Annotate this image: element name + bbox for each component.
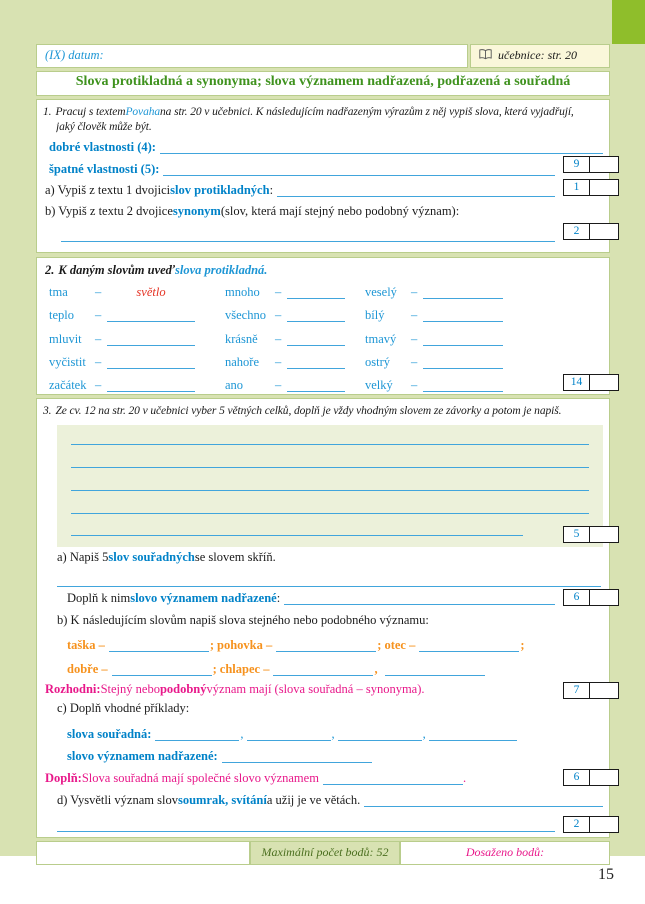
ex2-word: vyčistit [49, 355, 86, 369]
points-value: 2 [564, 817, 590, 832]
ex3-a2-post: : [276, 591, 281, 605]
ex1-number: 1. [43, 106, 52, 118]
write-line[interactable] [57, 819, 555, 832]
points-box [563, 526, 619, 543]
write-line[interactable] [71, 444, 589, 445]
ex2-intro-pre: K daným slovům uveď [58, 263, 176, 277]
write-line[interactable] [385, 663, 485, 676]
points-entry-cell[interactable] [590, 224, 618, 239]
write-line[interactable] [160, 141, 603, 154]
write-line[interactable] [287, 379, 345, 392]
write-line[interactable] [429, 728, 517, 741]
write-line[interactable] [323, 772, 463, 785]
dash: – [411, 332, 418, 346]
points-entry-cell[interactable] [590, 817, 618, 832]
ex2-intro-highlight: slova protikladná. [175, 263, 268, 277]
separator: , [240, 727, 244, 741]
ex3-b-label: b) K následujícím slovům napiš slova stejného nebo podobného významu: [57, 613, 429, 627]
ex3-a-post: se slovem skříň. [194, 550, 276, 564]
ex3-rozhodni-bold: podobný [159, 682, 207, 696]
ex3-b-word: pohovka – [217, 638, 273, 652]
ex3-dopln-text: Slova souřadná mají společné slovo významem [81, 771, 319, 785]
write-line[interactable] [287, 309, 345, 322]
ex2-word: nahoře [225, 355, 260, 369]
write-line[interactable] [423, 286, 503, 299]
write-line[interactable] [423, 309, 503, 322]
points-value: 6 [564, 590, 590, 605]
write-line[interactable] [287, 333, 345, 346]
points-entry-cell[interactable] [590, 770, 618, 785]
points-entry-cell[interactable] [590, 157, 618, 172]
reached-points-label[interactable]: Dosaženo bodů: [465, 845, 545, 859]
exercise-2-box [36, 257, 610, 395]
max-points-label: Maximální počet bodů: 52 [261, 845, 389, 859]
ex1-intro-post: na str. 20 v učebnici. K následujícím nadřazeným výrazům z něj vypiš slova, která vyjadřují, [160, 106, 574, 118]
textbook-label: učebnice: str. 20 [498, 48, 577, 62]
write-line[interactable] [71, 490, 589, 491]
ex3-number: 3. [43, 405, 52, 417]
ex3-rozhodni-label: Rozhodni: [45, 682, 101, 696]
dash: – [275, 378, 282, 392]
ex1-good-label: dobré vlastnosti (4): [49, 140, 156, 154]
ex3-rozhodni-text1: Stejný nebo [100, 682, 160, 696]
dash: – [95, 378, 102, 392]
points-entry-cell[interactable] [590, 683, 618, 698]
points-box [563, 816, 619, 833]
ex3-d-highlight: soumrak, svítání [177, 793, 267, 807]
separator: , [422, 727, 426, 741]
ex2-example-answer: světlo [136, 285, 166, 299]
points-entry-cell[interactable] [590, 590, 618, 605]
ex3-a2-pre: Doplň k nim [67, 591, 131, 605]
ex3-a2-highlight: slovo významem nadřazené [130, 591, 277, 605]
points-value: 1 [564, 180, 590, 195]
points-value: 9 [564, 157, 590, 172]
ex2-word: mluvit [49, 332, 82, 346]
dash: – [411, 285, 418, 299]
separator: , [374, 662, 378, 676]
write-line[interactable] [284, 592, 555, 605]
title-bar [36, 71, 610, 96]
ex1-b-post: (slov, která mají stejný nebo podobný význam): [220, 204, 460, 218]
write-line[interactable] [107, 309, 195, 322]
write-line[interactable] [71, 513, 589, 514]
points-box [563, 589, 619, 606]
write-line[interactable] [222, 750, 372, 763]
write-line[interactable] [71, 535, 523, 536]
write-line[interactable] [247, 728, 331, 741]
exercise-1-box [36, 99, 610, 253]
ex3-c1-label: slova souřadná: [67, 727, 152, 741]
points-value: 6 [564, 770, 590, 785]
ex1-b-highlight: synonym [172, 204, 221, 218]
write-line[interactable] [287, 356, 345, 369]
separator: ; [520, 638, 525, 652]
ex3-a-pre: a) Napiš 5 [57, 550, 109, 564]
points-value: 7 [564, 683, 590, 698]
ex3-b-word: dobře – [67, 662, 108, 676]
corner-accent [612, 0, 645, 44]
date-label[interactable]: (IX) datum: [45, 48, 104, 62]
write-line[interactable] [107, 333, 195, 346]
write-line[interactable] [163, 163, 555, 176]
ex2-word: tmavý [365, 332, 397, 346]
dash: – [275, 285, 282, 299]
open-book-icon [479, 49, 492, 63]
points-value: 2 [564, 224, 590, 239]
ex2-word: všechno [225, 308, 266, 322]
points-entry-cell[interactable] [590, 527, 618, 542]
points-box [563, 769, 619, 786]
dash: – [95, 308, 102, 322]
write-line[interactable] [109, 639, 209, 652]
ex1-a-highlight: slov protikladných [170, 183, 270, 197]
ex3-dopln-label: Doplň: [45, 771, 82, 785]
ex3-intro: Ze cv. 12 na str. 20 v učebnici vyber 5 větných celků, doplň je vždy vhodným slovem ze závorky a potom je napiš. [55, 405, 562, 417]
ex2-word: veselý [365, 285, 397, 299]
ex2-word: ano [225, 378, 244, 392]
dash: – [275, 308, 282, 322]
ex3-d-post: a užij je ve větách. [266, 793, 361, 807]
write-line[interactable] [338, 728, 422, 741]
dash: – [95, 285, 102, 299]
ex2-word: krásně [225, 332, 258, 346]
separator: , [331, 727, 335, 741]
footer-reached-points-box [400, 841, 610, 865]
ex3-rozhodni-text2: význam mají (slova souřadná – synonyma). [206, 682, 425, 696]
ex1-bad-label: špatné vlastnosti (5): [49, 162, 160, 176]
write-line[interactable] [423, 356, 503, 369]
write-line[interactable] [112, 663, 212, 676]
points-value: 5 [564, 527, 590, 542]
points-box [563, 223, 619, 240]
ex2-word: bílý [365, 308, 385, 322]
exercise-3-box [36, 398, 610, 838]
write-line[interactable] [107, 356, 195, 369]
footer-empty-box[interactable] [36, 841, 250, 865]
ex2-word: ostrý [365, 355, 390, 369]
points-entry-cell[interactable] [590, 180, 618, 195]
ex3-b-word: otec – [384, 638, 416, 652]
answer-area [57, 425, 603, 547]
ex3-c2-label: slovo významem nadřazené: [67, 749, 218, 763]
ex2-word: teplo [49, 308, 74, 322]
points-box [563, 374, 619, 391]
write-line[interactable] [419, 639, 519, 652]
ex1-b-pre: b) Vypiš z textu 2 dvojice [45, 204, 173, 218]
write-line[interactable] [71, 467, 589, 468]
ex2-number: 2. [45, 263, 55, 277]
write-line[interactable] [287, 286, 345, 299]
dash: – [95, 332, 102, 346]
points-box [563, 682, 619, 699]
page-title: Slova protikladná a synonyma; slova významem nadřazená, podřazená a souřadná [75, 74, 571, 89]
write-line[interactable] [273, 663, 373, 676]
footer-max-points-box [250, 841, 400, 865]
points-box [563, 179, 619, 196]
ex2-word: velký [365, 378, 393, 392]
ex3-dopln-end: . [462, 771, 467, 785]
ex3-b-word: taška – [67, 638, 105, 652]
write-line[interactable] [277, 184, 555, 197]
ex1-intro-pre: Pracuj s textem [55, 106, 126, 118]
separator: ; [212, 662, 217, 676]
ex3-b-word: chlapec – [219, 662, 270, 676]
date-box [36, 44, 468, 68]
page-number: 15 [598, 866, 614, 883]
points-entry-cell[interactable] [590, 375, 618, 390]
dash: – [411, 378, 418, 392]
ex1-a-pre: a) Vypiš z textu 1 dvojici [45, 183, 171, 197]
write-line[interactable] [364, 794, 603, 807]
points-value: 14 [564, 375, 590, 390]
write-line[interactable] [57, 574, 601, 587]
separator: ; [209, 638, 215, 652]
ex2-word: tma [49, 285, 68, 299]
ex3-d-pre: d) Vysvětli význam slov [57, 793, 178, 807]
ex2-word: začátek [49, 378, 87, 392]
separator: ; [377, 638, 382, 652]
ex1-a-post: : [269, 183, 274, 197]
ex3-c-label: c) Doplň vhodné příklady: [57, 701, 190, 715]
dash: – [275, 355, 282, 369]
ex1-intro-line2: jaký člověk může být. [56, 121, 152, 133]
write-line[interactable] [423, 379, 503, 392]
dash: – [411, 355, 418, 369]
write-line[interactable] [423, 333, 503, 346]
write-line[interactable] [155, 728, 239, 741]
write-line[interactable] [276, 639, 376, 652]
write-line[interactable] [61, 229, 555, 242]
dash: – [275, 332, 282, 346]
ex1-intro-text-title: Povaha [125, 106, 161, 118]
dash: – [95, 355, 102, 369]
ex3-a-highlight: slov souřadných [108, 550, 195, 564]
ex2-word: mnoho [225, 285, 260, 299]
dash: – [411, 308, 418, 322]
points-box [563, 156, 619, 173]
write-line[interactable] [107, 379, 195, 392]
textbook-box [470, 44, 610, 68]
